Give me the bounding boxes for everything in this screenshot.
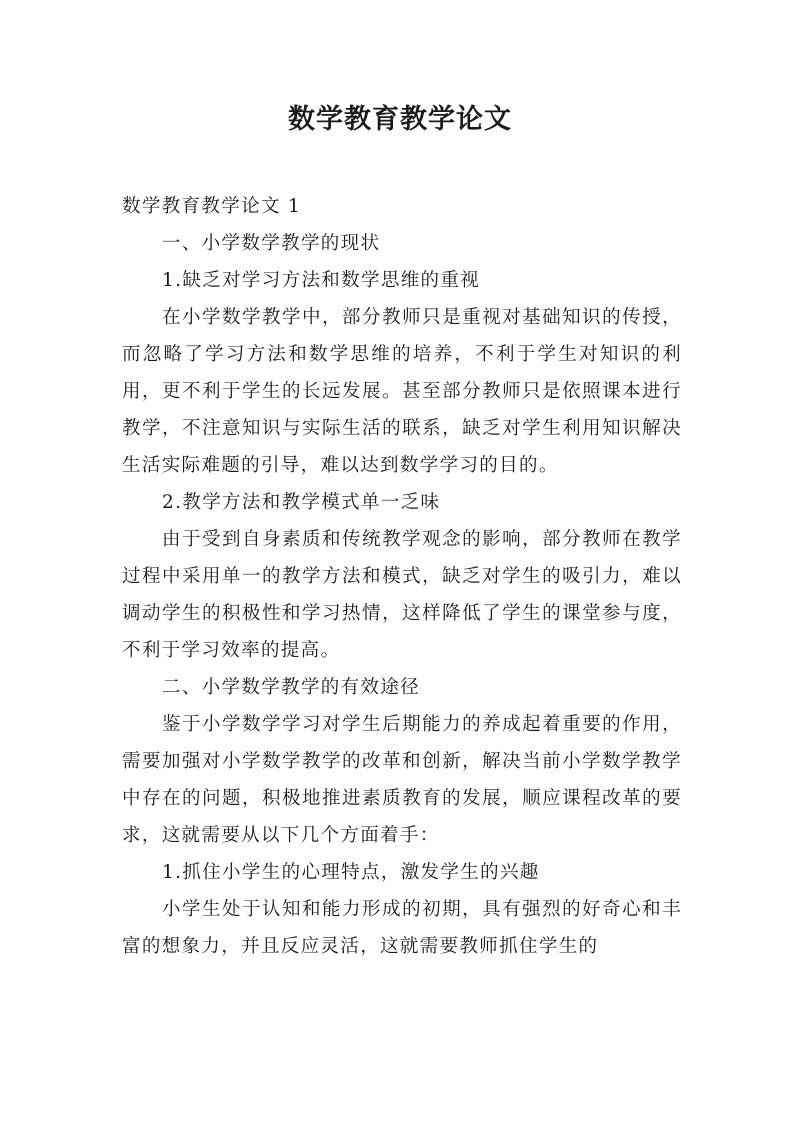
paragraph: 鉴于小学数学学习对学生后期能力的养成起着重要的作用，需要加强对小学数学教学的改革和创新，解决当前小学数学教学中存在的问题，积极地推进素质教育的发展，顺应课程改革的要求，这就需要从以下几个方面着手： [122,714,682,846]
subheading: 2.教学方法和教学模式单一乏味 [162,492,441,513]
subheading: 1.抓住小学生的心理特点，激发学生的兴趣 [162,862,540,883]
subheading: 1.缺乏对学习方法和数学思维的重视 [162,270,481,291]
subheading: 二、小学数学教学的有效途径 [162,677,421,698]
document-title: 数学教育教学论文 [288,104,512,135]
subheading: 一、小学数学教学的现状 [162,233,381,254]
paragraph: 由于受到自身素质和传统教学观念的影响，部分教师在教学过程中采用单一的教学方法和模式，缺乏对学生的吸引力，难以调动学生的积极性和学习热情，这样降低了学生的课堂参与度，不利于学习效率的提高。 [122,529,682,661]
document-body [122,188,682,965]
section-heading: 数学教育教学论文 1 [122,196,302,217]
paragraph: 小学生处于认知和能力形成的初期，具有强烈的好奇心和丰富的想象力，并且反应灵活，这就需要教师抓住学生的 [122,899,682,957]
paragraph: 在小学数学教学中，部分教师只是重视对基础知识的传授，而忽略了学习方法和数学思维的培养，不利于学生对知识的利用，更不利于学生的长远发展。甚至部分教师只是依照课本进行教学，不注意知识与实际生活的联系，缺乏对学生利用知识解决生活实际难题的引导，难以达到数学学习的目的。 [122,307,682,476]
